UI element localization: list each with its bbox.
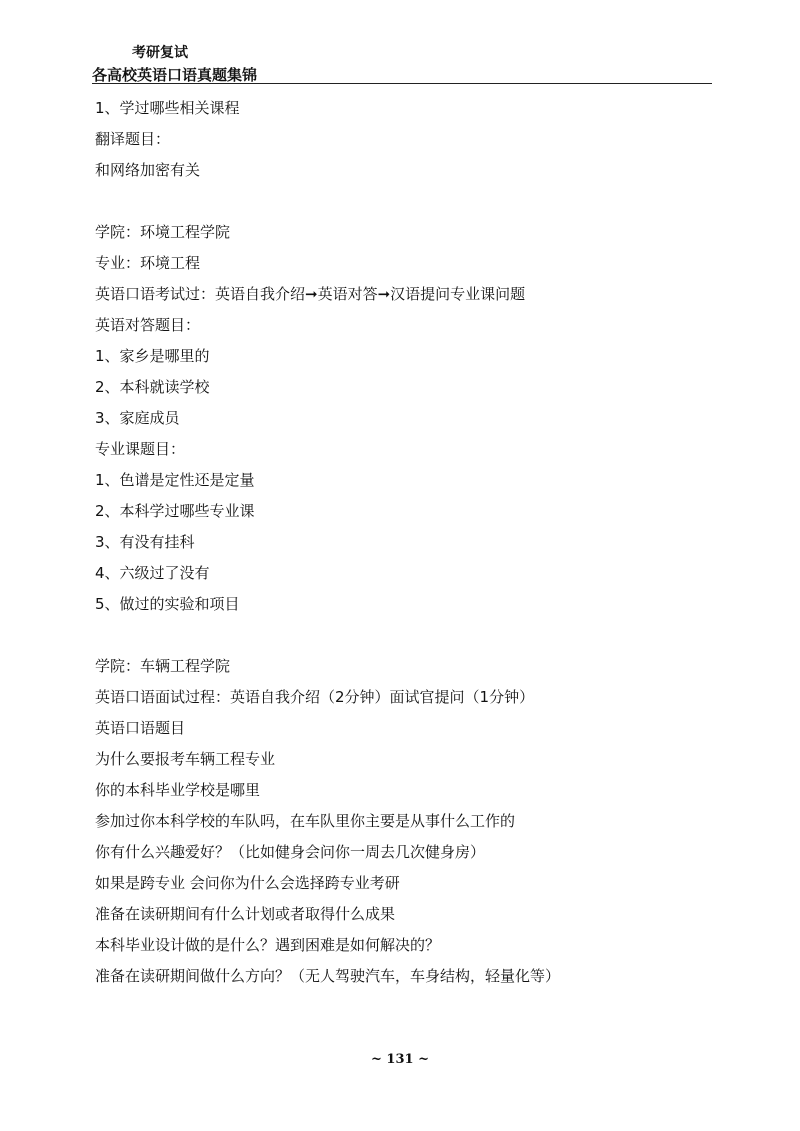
text-line: 英语口语考试过：英语自我介绍➞英语对答➞汉语提问专业课问题 (95, 285, 526, 303)
question-line: 你有什么兴趣爱好？（比如健身会问你一周去几次健身房） (95, 843, 486, 861)
list-item: 3、有没有挂科 (95, 533, 195, 551)
question-line: 为什么要报考车辆工程专业 (95, 750, 276, 768)
list-item: 5、做过的实验和项目 (95, 595, 240, 613)
list-item: 2、本科学过哪些专业课 (95, 502, 255, 520)
list-item: 2、本科就读学校 (95, 378, 210, 396)
section-heading: 学院：车辆工程学院 (95, 657, 231, 675)
question-line: 准备在读研期间做什么方向？（无人驾驶汽车，车身结构，轻量化等） (95, 967, 561, 985)
text-line: 专业课题目： (95, 440, 186, 458)
blank-line (95, 620, 715, 651)
text-line: 英语口语面试过程：英语自我介绍（2分钟）面试官提问（1分钟） (95, 688, 535, 706)
question-line: 你的本科毕业学校是哪里 (95, 781, 261, 799)
list-item: 1、家乡是哪里的 (95, 347, 210, 365)
question-line: 本科毕业设计做的是什么？遇到困难是如何解决的？ (95, 936, 441, 954)
header-subtitle: 各高校英语口语真题集锦 (92, 66, 258, 84)
text-line: 英语对答题目： (95, 316, 201, 334)
question-line: 参加过你本科学校的车队吗，在车队里你主要是从事什么工作的 (95, 812, 516, 830)
question-line: 准备在读研期间有什么计划或者取得什么成果 (95, 905, 396, 923)
header-divider (92, 83, 712, 84)
text-line: 1、学过哪些相关课程 (95, 99, 240, 117)
page-number: ~ 131 ~ (371, 1052, 429, 1067)
document-body (95, 93, 715, 992)
text-line: 英语口语题目 (95, 719, 186, 737)
section-heading: 学院：环境工程学院 (95, 223, 231, 241)
list-item: 3、家庭成员 (95, 409, 180, 427)
list-item: 4、六级过了没有 (95, 564, 210, 582)
question-line: 如果是跨专业 会问你为什么会选择跨专业考研 (95, 874, 400, 892)
text-line: 翻译题目： (95, 130, 171, 148)
list-item: 1、色谱是定性还是定量 (95, 471, 255, 489)
text-line: 和网络加密有关 (95, 161, 201, 179)
text-line: 专业：环境工程 (95, 254, 201, 272)
header-title: 考研复试 (132, 45, 188, 61)
blank-line (95, 186, 715, 217)
